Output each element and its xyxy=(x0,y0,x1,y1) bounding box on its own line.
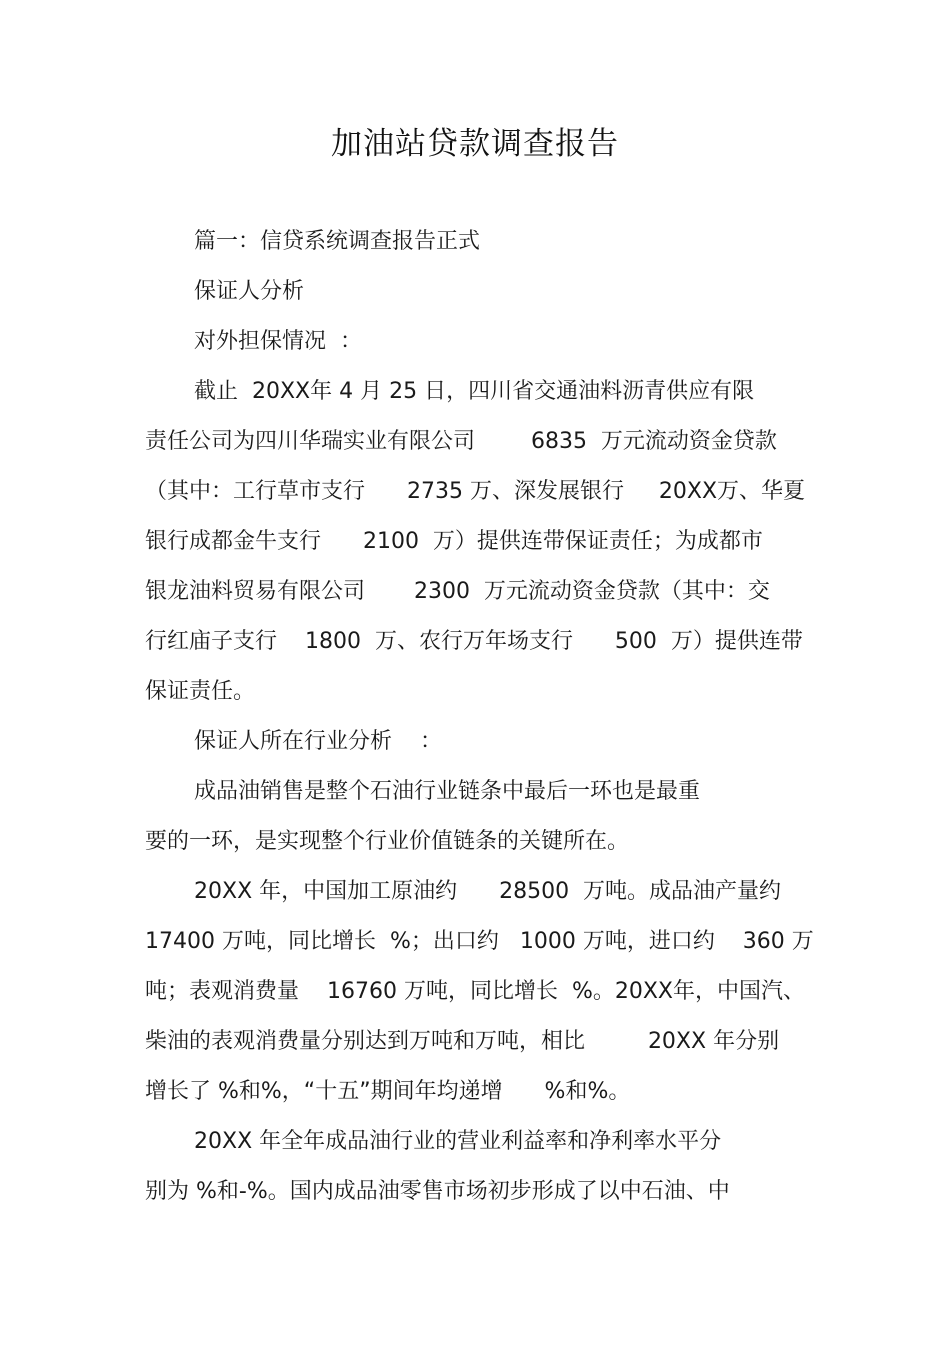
subheading: 保证人所在行业分析 ： xyxy=(194,729,442,754)
paragraph-line: 要的一环，是实现整个行业价值链条的关键所在。 xyxy=(145,829,630,854)
document-title: 加油站贷款调查报告 xyxy=(331,126,619,162)
paragraph-line: 20XX 年，中国加工原油约 28500 万吨。成品油产量约 xyxy=(194,879,782,904)
paragraph-line: 增长了 %和%，“十五”期间年均递增 %和%。 xyxy=(145,1079,631,1104)
paragraph-line: （其中：工行草市支行 2735 万、深发展银行 20XX万、华夏 xyxy=(145,479,806,504)
paragraph-line: 行红庙子支行 1800 万、农行万年场支行 500 万）提供连带 xyxy=(145,629,803,654)
paragraph-line: 别为 %和-%。国内成品油零售市场初步形成了以中石油、中 xyxy=(145,1179,730,1204)
paragraph-line: 20XX 年全年成品油行业的营业利益率和净利率水平分 xyxy=(194,1129,722,1154)
paragraph-line: 成品油销售是整个石油行业链条中最后一环也是最重 xyxy=(194,779,701,804)
paragraph-line: 吨；表观消费量 16760 万吨，同比增长 %。20XX年，中国汽、 xyxy=(145,979,805,1004)
paragraph-line: 截止 20XX年 4 月 25 日，四川省交通油料沥青供应有限 xyxy=(194,379,755,404)
subheading: 保证人分析 xyxy=(194,279,305,304)
section-heading: 篇一：信贷系统调查报告正式 xyxy=(194,229,481,254)
paragraph-line: 银行成都金牛支行 2100 万）提供连带保证责任；为成都市 xyxy=(145,529,763,554)
paragraph-line: 柴油的表观消费量分别达到万吨和万吨，相比 20XX 年分别 xyxy=(145,1029,780,1054)
subheading: 对外担保情况 ： xyxy=(194,329,362,354)
paragraph-line: 银龙油料贸易有限公司 2300 万元流动资金贷款（其中：交 xyxy=(145,579,770,604)
paragraph-line: 责任公司为四川华瑞实业有限公司 6835 万元流动资金贷款 xyxy=(145,429,777,454)
paragraph-line: 17400 万吨，同比增长 %；出口约 1000 万吨，进口约 360 万 xyxy=(145,929,814,954)
paragraph-line: 保证责任。 xyxy=(145,679,256,704)
